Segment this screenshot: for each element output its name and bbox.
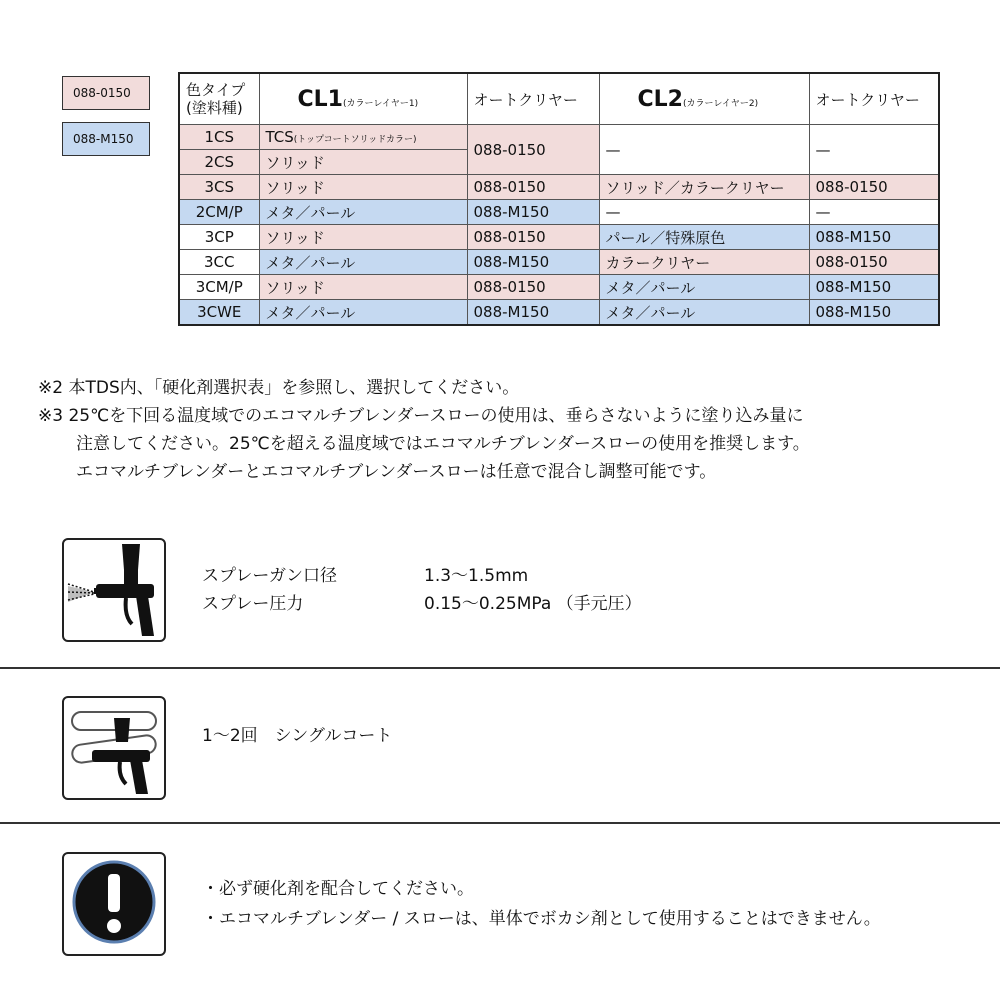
warning-line1: ・必ず硬化剤を配合してください。 [202,879,474,899]
cell-cl2: カラークリヤー [599,250,809,275]
cell-autoclear1: 088-0150 [467,275,599,300]
warning-text [202,874,881,934]
note-2: ※2 本TDS内、「硬化剤選択表」を参照し、選択してください。 [38,378,520,398]
cell-autoclear2: 088-M150 [809,225,939,250]
cell-type: 3CP [179,225,259,250]
header-cl1-main: CL1 [297,86,343,112]
cell-autoclear2: 088-0150 [809,250,939,275]
cell-cl2: パール／特殊原色 [599,225,809,250]
header-autoclear1: オートクリヤー [467,73,599,125]
cell-cl1-main: TCS [265,128,294,146]
table-row [179,250,939,275]
cell-cl2: — [599,125,809,175]
header-cl1 [259,73,467,125]
divider-1 [0,667,1000,669]
spray-coat-icon [62,696,166,800]
cell-cl2: — [599,200,809,225]
spray-spec [202,562,642,618]
table-row [179,300,939,326]
cell-cl2: メタ／パール [599,275,809,300]
note-3-line3: エコマルチブレンダーとエコマルチブレンダースローは任意で混合し調整可能です。 [76,462,717,482]
cell-type: 3CC [179,250,259,275]
header-cl2 [599,73,809,125]
header-cl2-sub: (カラーレイヤー2) [682,98,759,109]
nozzle-label: スプレーガン口径 [202,566,337,586]
header-type-line1: 色タイプ [186,81,246,99]
spec-nozzle-row [202,562,642,590]
coat-spec [202,722,392,750]
cell-autoclear2: 088-0150 [809,175,939,200]
warning-line2: ・エコマルチブレンダー / スローは、単体でボカシ剤として使用することはできません。 [202,909,881,929]
cell-autoclear2: — [809,125,939,175]
table-row [179,125,939,150]
nozzle-value: 1.3〜1.5mm [424,566,529,586]
table-row [179,275,939,300]
cell-type: 1CS [179,125,259,150]
header-cl1-sub: (カラーレイヤー1) [342,98,419,109]
cell-cl1-sub: (トップコートソリッドカラー) [293,135,417,145]
header-type [179,73,259,125]
header-cl2-main: CL2 [637,86,683,112]
header-autoclear2: オートクリヤー [809,73,939,125]
spray-gun-icon [62,538,166,642]
hardener-table [178,72,940,326]
divider-2 [0,822,1000,824]
cell-cl2: ソリッド／カラークリヤー [599,175,809,200]
cell-cl1: メタ／パール [259,200,467,225]
exclamation-icon [62,852,166,956]
cell-autoclear2: — [809,200,939,225]
cell-cl1: ソリッド [259,275,467,300]
coat-text: 1〜2回 シングルコート [202,726,393,746]
cell-cl1: メタ／パール [259,300,467,326]
cell-type: 3CS [179,175,259,200]
table-row [179,200,939,225]
spec-pressure-row [202,590,642,618]
pressure-label: スプレー圧力 [202,594,304,614]
cell-cl1: メタ／パール [259,250,467,275]
cell-type: 3CWE [179,300,259,326]
cell-cl2: メタ／パール [599,300,809,326]
note-3-line1: ※3 25℃を下回る温度域でのエコマルチブレンダースローの使用は、垂らさないように塗り込み量に [38,406,804,426]
cell-autoclear1: 088-M150 [467,300,599,326]
cell-autoclear1: 088-M150 [467,200,599,225]
table-row [179,225,939,250]
pressure-value: 0.15〜0.25MPa （手元圧） [424,594,642,614]
cell-autoclear1: 088-0150 [467,125,599,175]
note-3-line2: 注意してください。25℃を超える温度域ではエコマルチブレンダースローの使用を推奨します。 [76,434,810,454]
cell-type: 2CM/P [179,200,259,225]
notes [38,374,810,486]
legend-blue [62,122,150,156]
cell-autoclear1: 088-0150 [467,175,599,200]
cell-type: 3CM/P [179,275,259,300]
cell-cl1: ソリッド [259,150,467,175]
table-row [179,175,939,200]
cell-cl1 [259,125,467,150]
legend-pink [62,76,150,110]
cell-autoclear1: 088-0150 [467,225,599,250]
legend-blue-label: 088-M150 [73,132,134,146]
cell-cl1: ソリッド [259,175,467,200]
cell-autoclear2: 088-M150 [809,300,939,326]
header-type-line2: (塗料種) [186,99,243,117]
table-header-row [179,73,939,125]
cell-autoclear1: 088-M150 [467,250,599,275]
cell-cl1: ソリッド [259,225,467,250]
legend-pink-label: 088-0150 [73,86,131,100]
cell-autoclear2: 088-M150 [809,275,939,300]
cell-type: 2CS [179,150,259,175]
